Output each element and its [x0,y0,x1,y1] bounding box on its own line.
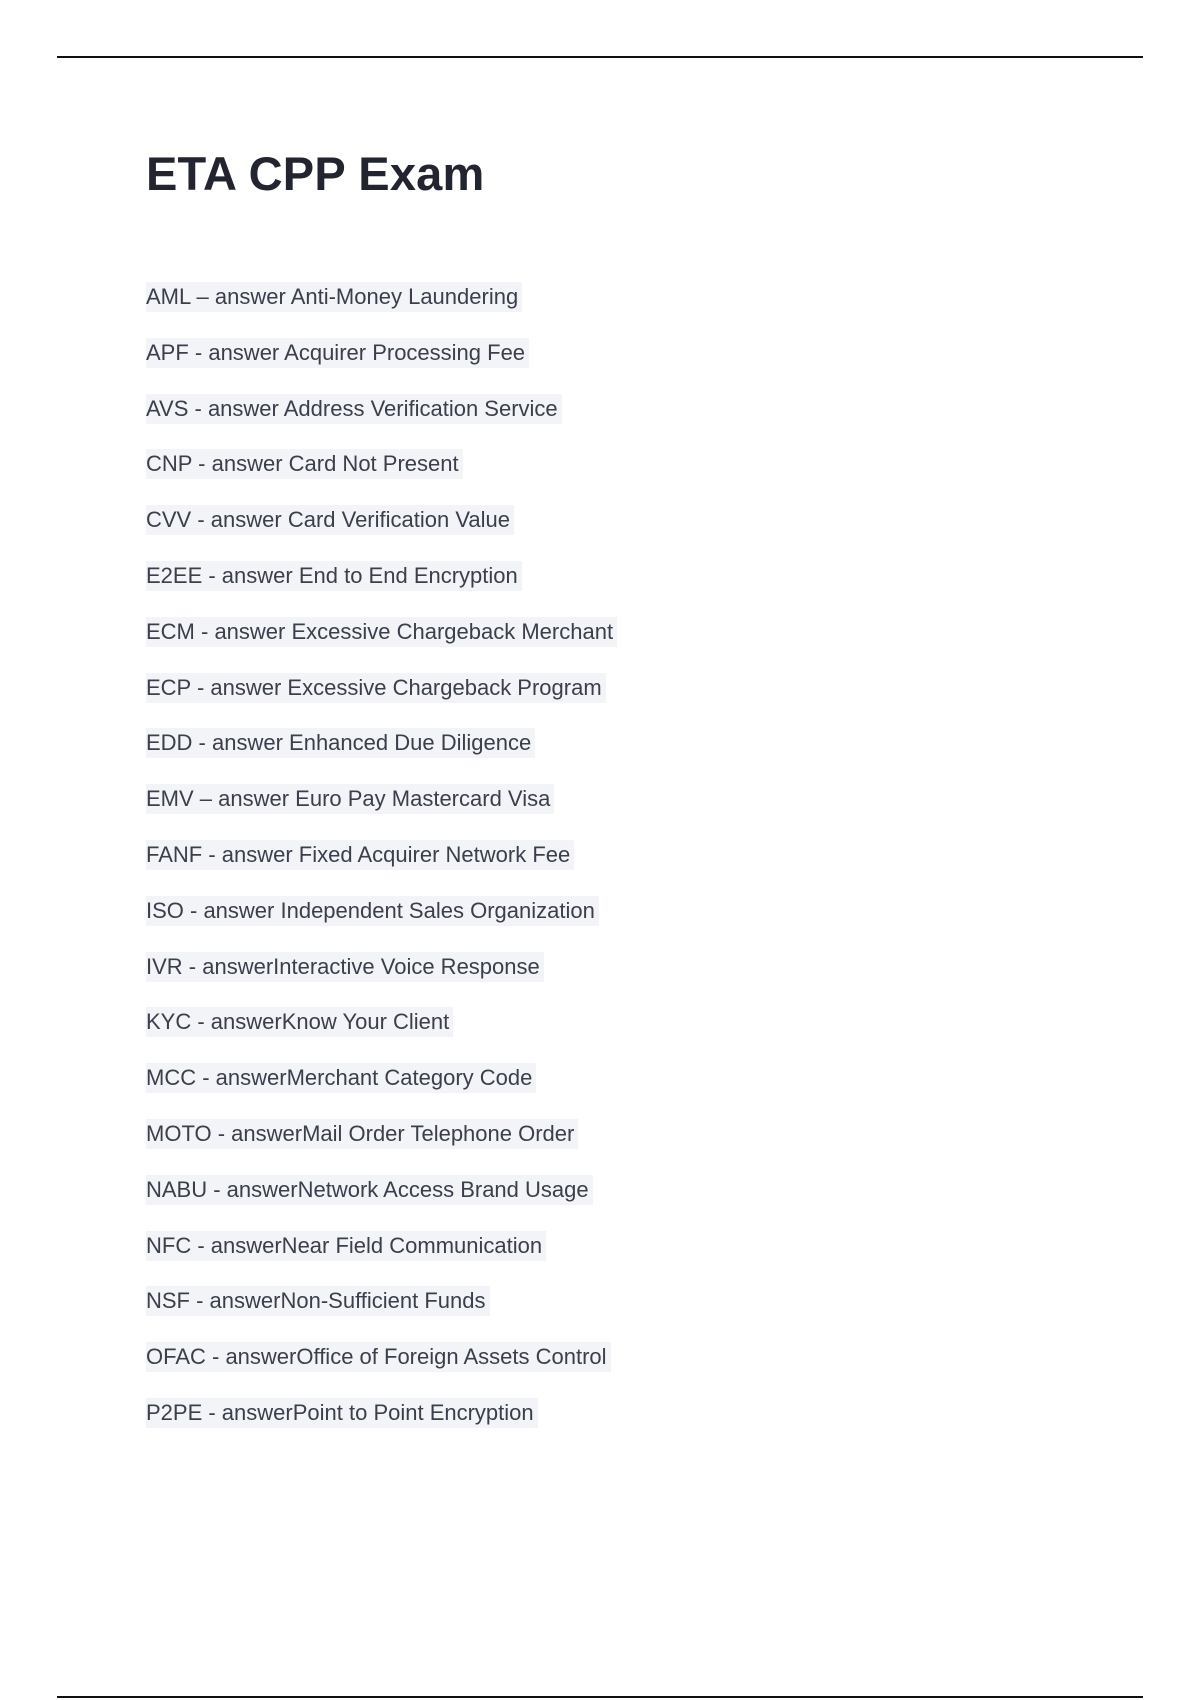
glossary-entry [146,1342,617,1398]
glossary-entry-text: E2EE - answer End to End Encryption [146,561,522,591]
glossary-entry-text: NFC - answerNear Field Communication [146,1231,546,1261]
glossary-entry [146,505,617,561]
glossary-list [146,282,617,1454]
glossary-entry [146,728,617,784]
glossary-entry [146,1007,617,1063]
footer-rule [57,1696,1143,1698]
glossary-entry-text: EMV – answer Euro Pay Mastercard Visa [146,784,554,814]
glossary-entry [146,1175,617,1231]
page-title: ETA CPP Exam [146,147,485,200]
glossary-entry [146,449,617,505]
glossary-entry-text: ECP - answer Excessive Chargeback Program [146,673,606,703]
glossary-entry-text: IVR - answerInteractive Voice Response [146,952,544,982]
glossary-entry [146,840,617,896]
glossary-entry-text: NSF - answerNon-Sufficient Funds [146,1286,490,1316]
glossary-entry-text: EDD - answer Enhanced Due Diligence [146,728,535,758]
glossary-entry [146,282,617,338]
glossary-entry-text: NABU - answerNetwork Access Brand Usage [146,1175,593,1205]
glossary-entry-text: MCC - answerMerchant Category Code [146,1063,536,1093]
glossary-entry [146,673,617,729]
glossary-entry [146,1398,617,1454]
glossary-entry-text: CNP - answer Card Not Present [146,449,463,479]
glossary-entry-text: KYC - answerKnow Your Client [146,1007,453,1037]
glossary-entry [146,1231,617,1287]
glossary-entry-text: ECM - answer Excessive Chargeback Merchant [146,617,617,647]
glossary-entry [146,1119,617,1175]
glossary-entry-text: MOTO - answerMail Order Telephone Order [146,1119,578,1149]
glossary-entry [146,561,617,617]
header-rule [57,56,1143,58]
glossary-entry [146,394,617,450]
glossary-entry-text: P2PE - answerPoint to Point Encryption [146,1398,538,1428]
glossary-entry-text: FANF - answer Fixed Acquirer Network Fee [146,840,574,870]
glossary-entry [146,1063,617,1119]
glossary-entry [146,1286,617,1342]
glossary-entry [146,896,617,952]
glossary-entry-text: AVS - answer Address Verification Service [146,394,562,424]
glossary-entry [146,952,617,1008]
glossary-entry-text: ISO - answer Independent Sales Organization [146,896,599,926]
glossary-entry [146,784,617,840]
glossary-entry-text: APF - answer Acquirer Processing Fee [146,338,529,368]
glossary-entry [146,617,617,673]
glossary-entry-text: AML – answer Anti-Money Laundering [146,282,522,312]
glossary-entry-text: OFAC - answerOffice of Foreign Assets Control [146,1342,611,1372]
glossary-entry-text: CVV - answer Card Verification Value [146,505,514,535]
glossary-entry [146,338,617,394]
